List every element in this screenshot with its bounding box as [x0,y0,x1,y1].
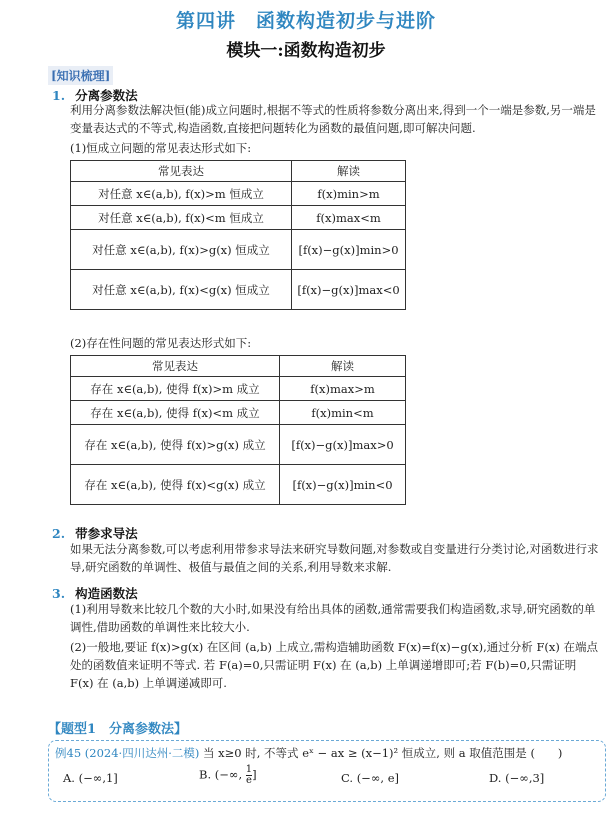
table1-cell-expression: 对任意 x∈(a,b), f(x)>g(x) 恒成立 [71,230,292,270]
section2-heading-text: 带参求导法 [75,526,138,541]
section3-paragraph1: (1)利用导数来比较几个数的大小时,如果没有给出具体的函数,通常需要我们构造函数,求导,研究函数的单调性,借助函数的单调性来比较大小. [70,602,596,634]
section2-number: 2. [52,526,66,541]
table2-cell-expression: 存在 x∈(a,b), 使得 f(x)<g(x) 成立 [71,465,280,505]
table2-cell-expression: 存在 x∈(a,b), 使得 f(x)>g(x) 成立 [71,425,280,465]
table1-cell-interpretation: [f(x)−g(x)]min>0 [292,230,406,270]
table-hengchengli [70,160,406,310]
lecture-title: 第四讲 函数构造初步与进阶 [175,10,436,32]
section3-heading-text: 构造函数法 [75,586,138,601]
table2-header-expression: 常见表达 [71,356,280,377]
table-cunzaixing [70,355,406,505]
table2-cell-interpretation: f(x)min<m [280,401,406,425]
option-b-numerator: 1 [245,764,253,775]
table1-cell-interpretation: [f(x)−g(x)]max<0 [292,270,406,310]
option-b-prefix: B. (−∞, [199,767,243,782]
table2-cell-interpretation: f(x)max>m [280,377,406,401]
table1-intro: (1)恒成立问题的常见表达形式如下: [70,141,252,155]
section3-paragraph2: (2)一般地,要证 f(x)>g(x) 在区间 (a,b) 上成立,需构造辅助函数 F(x)=f(x)−g(x),通过分析 F(x) 在端点处的函数值来证明不等式. 若 F(a)=0,只需证明 F(x) 在 (a,b) 上单调递增即可;若 F(b)=0,只需证明 F(x) 在 (a,b) 上单调递减即可. [70,640,599,690]
section2-paragraph: 如果无法分离参数,可以考虑利用带参求导法来研究导数问题,对参数或自变量进行分类讨论,对函数进行求导,研究函数的单调性、极值与最值之间的关系,利用导数来求解. [70,542,599,574]
section1-heading-text: 分离参数法 [75,88,138,103]
question-type-title: 【题型1 分离参数法】 [48,722,188,737]
table2-cell-expression: 存在 x∈(a,b), 使得 f(x)>m 成立 [71,377,280,401]
option-d[interactable]: D. (−∞,3] [489,771,545,785]
table1-cell-expression: 对任意 x∈(a,b), f(x)<g(x) 恒成立 [71,270,292,310]
option-a[interactable]: A. (−∞,1] [63,771,118,785]
section1-paragraph: 利用分离参数法解决恒(能)成立问题时,根据不等式的性质将参数分离出来,得到一个一端是参数,另一端是变量表达式的不等式,构造函数,直接把问题转化为函数的最值问题,即可解决问题. [70,103,596,135]
table1-cell-expression: 对任意 x∈(a,b), f(x)>m 恒成立 [71,182,292,206]
table2-cell-interpretation: [f(x)−g(x)]max>0 [280,425,406,465]
example-question [55,745,599,761]
table1-header-expression: 常见表达 [71,161,292,182]
table1-cell-interpretation: f(x)max<m [292,206,406,230]
table2-cell-interpretation: [f(x)−g(x)]min<0 [280,465,406,505]
option-b-suffix: ] [252,767,257,782]
table2-header-interpretation: 解读 [280,356,406,377]
example-label: 例45 (2024·四川达州·二模) [55,746,200,760]
option-c[interactable]: C. (−∞, e] [341,771,400,785]
option-b-denominator: e [246,775,252,786]
table1-cell-interpretation: f(x)min>m [292,182,406,206]
table1-cell-expression: 对任意 x∈(a,b), f(x)<m 恒成立 [71,206,292,230]
section1-number: 1. [52,88,66,103]
table1-header-interpretation: 解读 [292,161,406,182]
section3-number: 3. [52,586,66,601]
example-text: 当 x≥0 时, 不等式 eˣ − ax ≥ (x−1)² 恒成立, 则 a 取值范围是 ( ) [203,746,563,760]
table2-cell-expression: 存在 x∈(a,b), 使得 f(x)<m 成立 [71,401,280,425]
table2-intro: (2)存在性问题的常见表达形式如下: [70,336,252,350]
example-box [48,740,606,802]
option-b[interactable] [199,765,257,786]
knowledge-tag: [知识梳理] [48,66,113,85]
module-title: 模块一:函数构造初步 [226,41,386,61]
